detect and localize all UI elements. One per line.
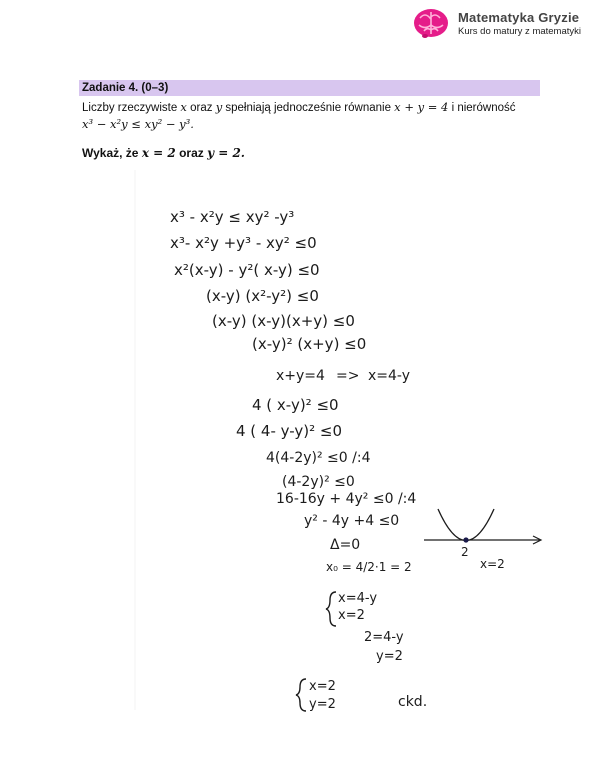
parabola-curve xyxy=(438,509,494,541)
solution-line: Δ=0 xyxy=(330,537,361,553)
solution-line: x²(x-y) - y²( x-y) ≤0 xyxy=(174,261,320,279)
solution-line: 16-16y + 4y² ≤0 /:4 xyxy=(276,491,417,507)
solution-line: x=4-y xyxy=(368,368,411,384)
solution-line: (x-y) (x-y)(x+y) ≤0 xyxy=(212,312,355,330)
prove-y: y = 2. xyxy=(207,146,245,160)
var-x: x xyxy=(180,100,187,114)
solution-line: x³ - x²y ≤ xy² -y³ xyxy=(170,208,295,226)
solution-line: x=4-y xyxy=(338,591,378,606)
solution-line: x³- x²y +y³ - xy² ≤0 xyxy=(170,234,317,252)
solution-line: x=2 xyxy=(338,608,365,623)
solution-line: x+y=4 xyxy=(276,368,325,384)
root-point xyxy=(463,537,468,542)
solution-line: 2=4-y xyxy=(364,630,404,645)
var-y: y xyxy=(215,100,223,114)
statement-text: i nierówność xyxy=(448,102,516,114)
final-x: x=2 xyxy=(309,679,336,694)
solution-line: (x-y)² (x+y) ≤0 xyxy=(252,335,367,353)
task-title: Zadanie 4. (0–3) xyxy=(82,82,169,94)
solution-arrow: => xyxy=(336,368,360,384)
solution-line: 4 ( x-y)² ≤0 xyxy=(252,396,339,414)
brand-tagline: Kurs do matury z matematyki xyxy=(458,25,582,37)
qed-mark: ckd. xyxy=(398,694,428,710)
solution-line: y=2 xyxy=(376,649,403,664)
solution-line: x₀ = 4/2·1 = 2 xyxy=(326,560,412,574)
brand-name: Matematyka Gryzie xyxy=(458,9,580,25)
solution-line: y² - 4y +4 ≤0 xyxy=(304,513,400,529)
statement-text: Liczby rzeczywiste xyxy=(82,102,181,114)
prove-x: x = 2 xyxy=(141,146,176,160)
solution-line: 4 ( 4- y-y)² ≤0 xyxy=(236,422,343,440)
prove-text: oraz xyxy=(175,146,208,160)
final-brace xyxy=(296,679,306,711)
final-y: y=2 xyxy=(309,697,336,712)
statement-text: oraz xyxy=(186,102,216,114)
parabola-sketch xyxy=(424,509,541,571)
solution-line: (x-y) (x²-y²) ≤0 xyxy=(206,287,319,305)
prove-text: Wykaż, że xyxy=(82,146,142,160)
equation: x + y = 4 xyxy=(394,100,449,114)
solution-line: 4(4-2y)² ≤0 /:4 xyxy=(266,450,371,466)
solution-line: (4-2y)² ≤0 xyxy=(282,474,355,490)
root-label: 2 xyxy=(461,545,469,559)
system-brace xyxy=(326,592,336,626)
graph-x-label: x=2 xyxy=(480,557,505,571)
statement-text: spełniają jednocześnie równanie xyxy=(222,102,395,114)
inequality: x³ − x²y ≤ xy² − y³. xyxy=(82,117,194,131)
